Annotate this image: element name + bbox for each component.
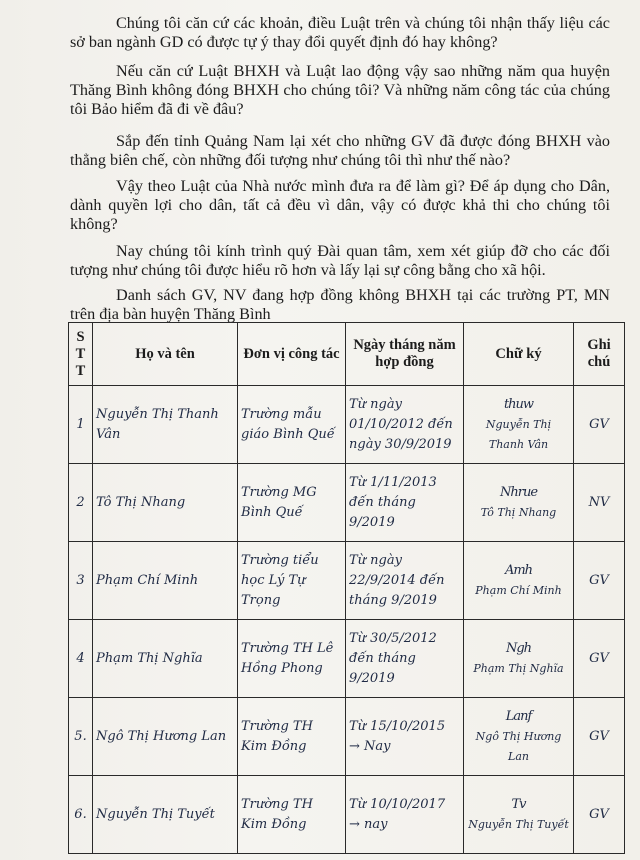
- signature-mark: Ngh: [505, 640, 532, 656]
- signature-name: Nguyễn Thị Tuyết: [468, 817, 569, 831]
- row-date: Từ 1/11/2013 đến tháng 9/2019: [346, 464, 464, 542]
- row-name: Phạm Chí Minh: [93, 542, 238, 620]
- row-signature: [464, 386, 574, 464]
- row-stt: 4: [69, 620, 93, 698]
- row-date: Từ ngày 01/10/2012 đến ngày 30/9/2019: [346, 386, 464, 464]
- row-stt: 1: [69, 386, 93, 464]
- signature-mark: Tv: [511, 796, 526, 812]
- paragraph-1: Chúng tôi căn cứ các khoản, điều Luật trên và chúng tôi nhận thấy liệu các sở ban ngành GD có được tự ý thay đổi quyết định đó hay không?: [70, 14, 610, 51]
- row-stt: 6.: [69, 776, 93, 854]
- signature-mark: thuw: [503, 396, 534, 412]
- row-unit: Trường TH Kim Đồng: [238, 698, 346, 776]
- table-row: [69, 620, 625, 698]
- paragraph-4: Vậy theo Luật của Nhà nước mình đưa ra để làm gì? Để áp dụng cho Dân, dành quyền lợi cho dân, tất cả đều vì dân, vậy có được khả thi cho chúng tôi không?: [70, 177, 610, 233]
- signature-mark: Amh: [504, 562, 533, 578]
- row-signature: [464, 776, 574, 854]
- row-signature: [464, 542, 574, 620]
- table-row: [69, 776, 625, 854]
- row-unit: Trường MG Bình Quế: [238, 464, 346, 542]
- row-date: Từ 30/5/2012 đến tháng 9/2019: [346, 620, 464, 698]
- row-signature: [464, 698, 574, 776]
- signature-mark: Lanf: [505, 708, 532, 724]
- signature-name: Phạm Thị Nghĩa: [473, 661, 564, 675]
- row-name: Ngô Thị Hương Lan: [93, 698, 238, 776]
- signature-name: Nguyễn Thị Thanh Vân: [485, 417, 552, 451]
- signature-name: Ngô Thị Hương Lan: [475, 729, 562, 763]
- table-row: [69, 386, 625, 464]
- list-caption: Danh sách GV, NV đang hợp đồng không BHXH tại các trường PT, MN trên địa bàn huyện Thăng Bình: [70, 286, 610, 323]
- row-note: GV: [574, 620, 625, 698]
- row-note: GV: [574, 386, 625, 464]
- paragraph-2: Nếu căn cứ Luật BHXH và Luật lao động vậy sao những năm qua huyện Thăng Bình không đóng BHXH cho chúng tôi? Và những năm công tác của chúng tôi Bảo hiểm đã đi về đâu?: [70, 62, 610, 118]
- row-note: GV: [574, 776, 625, 854]
- row-name: Tô Thị Nhang: [93, 464, 238, 542]
- row-name: Phạm Thị Nghĩa: [93, 620, 238, 698]
- table-row: [69, 698, 625, 776]
- signature-mark: Nhrue: [499, 484, 538, 500]
- row-stt: 5.: [69, 698, 93, 776]
- row-unit: Trường tiểu học Lý Tự Trọng: [238, 542, 346, 620]
- header-date: Ngày tháng năm hợp đồng: [346, 323, 464, 386]
- row-unit: Trường TH Lê Hồng Phong: [238, 620, 346, 698]
- row-unit: Trường TH Kim Đồng: [238, 776, 346, 854]
- row-date: Từ ngày 22/9/2014 đến tháng 9/2019: [346, 542, 464, 620]
- row-note: GV: [574, 542, 625, 620]
- table-row: [69, 542, 625, 620]
- row-name: Nguyễn Thị Tuyết: [93, 776, 238, 854]
- staff-table: [68, 322, 625, 854]
- row-date: Từ 15/10/2015 → Nay: [346, 698, 464, 776]
- header-name: Họ và tên: [93, 323, 238, 386]
- paragraph-3: Sắp đến tỉnh Quảng Nam lại xét cho những GV đã được đóng BHXH vào thẳng biên chế, còn những đối tượng như chúng tôi thì như thế nào?: [70, 132, 610, 169]
- row-signature: [464, 464, 574, 542]
- paragraph-5: Nay chúng tôi kính trình quý Đài quan tâm, xem xét giúp đỡ cho các đối tượng như chúng tôi được hiểu rõ hơn và lấy lại sự công bằng cho xã hội.: [70, 242, 610, 279]
- table-row: [69, 464, 625, 542]
- row-date: Từ 10/10/2017 → nay: [346, 776, 464, 854]
- row-stt: 2: [69, 464, 93, 542]
- header-stt: S T T: [69, 323, 93, 386]
- header-signature: Chữ ký: [464, 323, 574, 386]
- row-note: NV: [574, 464, 625, 542]
- header-unit: Đơn vị công tác: [238, 323, 346, 386]
- row-unit: Trường mẫu giáo Bình Quế: [238, 386, 346, 464]
- row-note: GV: [574, 698, 625, 776]
- table-header-row: [69, 323, 625, 386]
- row-stt: 3: [69, 542, 93, 620]
- signature-name: Tô Thị Nhang: [480, 505, 557, 519]
- row-name: Nguyễn Thị Thanh Vân: [93, 386, 238, 464]
- signature-name: Phạm Chí Minh: [475, 583, 562, 597]
- header-note: Ghi chú: [574, 323, 625, 386]
- row-signature: [464, 620, 574, 698]
